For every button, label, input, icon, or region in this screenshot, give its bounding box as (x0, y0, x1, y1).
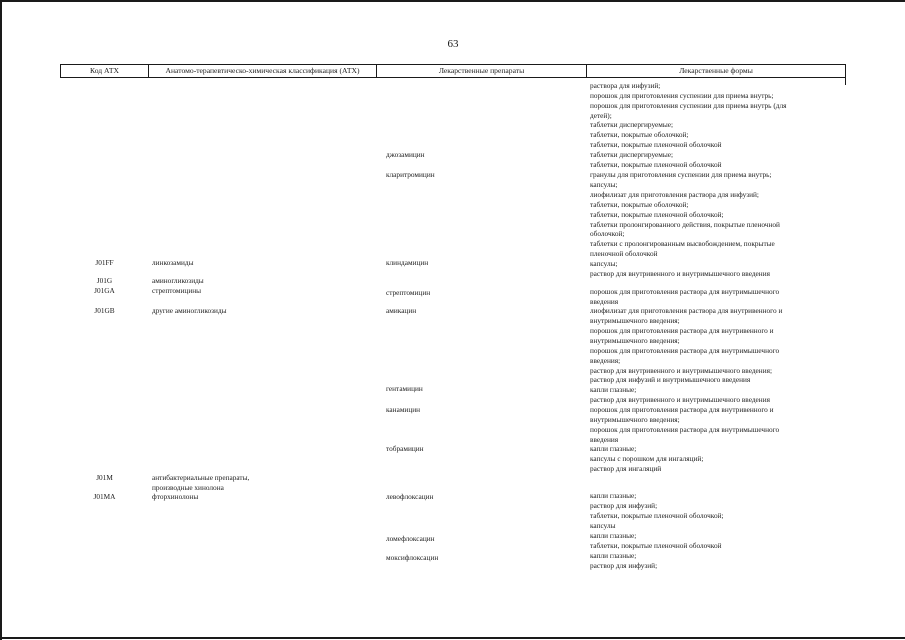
dosage-form: гранулы для приготовления суспензии для приема внутрь; (590, 170, 772, 179)
dosage-form: внутримышечного введения; (590, 415, 680, 424)
atc-code: J01M (96, 473, 113, 482)
dosage-form: внутримышечного введения; (590, 336, 680, 345)
dosage-form: таблетки диспергируемые; (590, 120, 674, 129)
drug-name: канамицин (386, 405, 421, 414)
dosage-form: таблетки диспергируемые; (590, 150, 674, 159)
dosage-form: порошок для приготовления раствора для внутривенного и (590, 326, 774, 335)
scan-border-left (0, 0, 2, 640)
dosage-form: таблетки, покрытые оболочкой; (590, 130, 689, 139)
dosage-form: таблетки, покрытые пленочной оболочкой; (590, 210, 724, 219)
dosage-form: порошок для приготовления суспензии для приема внутрь (для (590, 101, 787, 110)
dosage-form: таблетки, покрытые пленочной оболочкой (590, 541, 722, 550)
dosage-form: капсулы; (590, 259, 618, 268)
dosage-form: таблетки, покрытые пленочной оболочкой (590, 160, 722, 169)
dosage-form: раствора для инфузий; (590, 81, 661, 90)
drug-name: гентамицин (386, 384, 423, 393)
dosage-form: раствор для инфузий; (590, 501, 658, 510)
atc-class: антибактериальные препараты, (152, 473, 250, 482)
dosage-form: таблетки с пролонгированным высвобождением, покрытые (590, 239, 775, 248)
dosage-form: капсулы (590, 521, 616, 530)
atc-code: J01G (96, 276, 113, 285)
header-classification: Анатомо-терапевтическо-химическая классификация (АТХ) (148, 64, 377, 78)
dosage-form: капли глазные; (590, 551, 637, 560)
drug-name: ломефлоксацин (386, 534, 435, 543)
dosage-form: капсулы с порошком для ингаляций; (590, 454, 704, 463)
dosage-form: пленочной оболочкой (590, 249, 658, 258)
dosage-form: капсулы; (590, 180, 618, 189)
drug-name: тобрамицин (386, 444, 424, 453)
page-number: 63 (447, 38, 459, 50)
dosage-form: таблетки, покрытые оболочкой; (590, 200, 689, 209)
dosage-form: введения (590, 297, 619, 306)
scan-border-bottom (0, 637, 905, 639)
atc-code: J01GB (94, 306, 115, 315)
dosage-form: введения; (590, 356, 621, 365)
drug-name: кларитромицин (386, 170, 435, 179)
drug-name: амикацин (386, 306, 417, 315)
drug-name: стрептомицин (386, 288, 431, 297)
dosage-form: введения (590, 435, 619, 444)
dosage-form: раствор для внутривенного и внутримышечного введения (590, 395, 770, 404)
dosage-form: капли глазные; (590, 385, 637, 394)
dosage-form: капли глазные; (590, 491, 637, 500)
dosage-form: внутримышечного введения; (590, 316, 680, 325)
dosage-form: раствор для инфузий; (590, 561, 658, 570)
atc-code: J01FF (95, 258, 114, 267)
header-forms: Лекарственные формы (586, 64, 846, 78)
atc-code: J01GA (94, 286, 115, 295)
atc-class: аминогликозиды (152, 276, 204, 285)
dosage-form: порошок для приготовления раствора для внутривенного и (590, 405, 774, 414)
atc-class: производные хинолона (152, 483, 224, 492)
atc-class: другие аминогликозиды (152, 306, 227, 315)
atc-code: J01MA (93, 492, 116, 501)
dosage-form: таблетки, покрытые пленочной оболочкой; (590, 511, 724, 520)
dosage-form: таблетки, покрытые пленочной оболочкой (590, 140, 722, 149)
dosage-form: раствор для инфузий и внутримышечного введения (590, 375, 751, 384)
dosage-form: порошок для приготовления раствора для внутримышечного (590, 346, 780, 355)
table-right-border (845, 78, 846, 85)
header-code: Код АТХ (60, 64, 149, 78)
drug-name: клиндамицин (386, 258, 429, 267)
dosage-form: таблетки пролонгированного действия, покрытые пленочной (590, 220, 780, 229)
drug-name: моксифлоксацин (386, 553, 439, 562)
dosage-form: оболочкой; (590, 229, 625, 238)
atc-class: фторхинолоны (152, 492, 199, 501)
dosage-form: раствор для внутривенного и внутримышечного введения; (590, 366, 772, 375)
dosage-form: раствор для внутривенного и внутримышечного введения (590, 269, 770, 278)
dosage-form: капли глазные; (590, 531, 637, 540)
atc-class: стрептомицины (152, 286, 202, 295)
dosage-form: лиофилизат для приготовления раствора для внутривенного и (590, 306, 783, 315)
scan-border-top (0, 0, 905, 2)
atc-class: линкозамиды (152, 258, 194, 267)
dosage-form: порошок для приготовления суспензии для приема внутрь; (590, 91, 774, 100)
dosage-form: порошок для приготовления раствора для внутримышечного (590, 287, 780, 296)
drug-name: джозамицин (386, 150, 425, 159)
header-drugs: Лекарственные препараты (376, 64, 587, 78)
drug-name: левофлоксацин (386, 492, 434, 501)
dosage-form: лиофилизат для приготовления раствора для инфузий; (590, 190, 759, 199)
dosage-form: раствор для ингаляций (590, 464, 662, 473)
dosage-form: детей); (590, 111, 612, 120)
table-header (60, 64, 846, 78)
dosage-form: порошок для приготовления раствора для внутримышечного (590, 425, 780, 434)
dosage-form: капли глазные; (590, 444, 637, 453)
